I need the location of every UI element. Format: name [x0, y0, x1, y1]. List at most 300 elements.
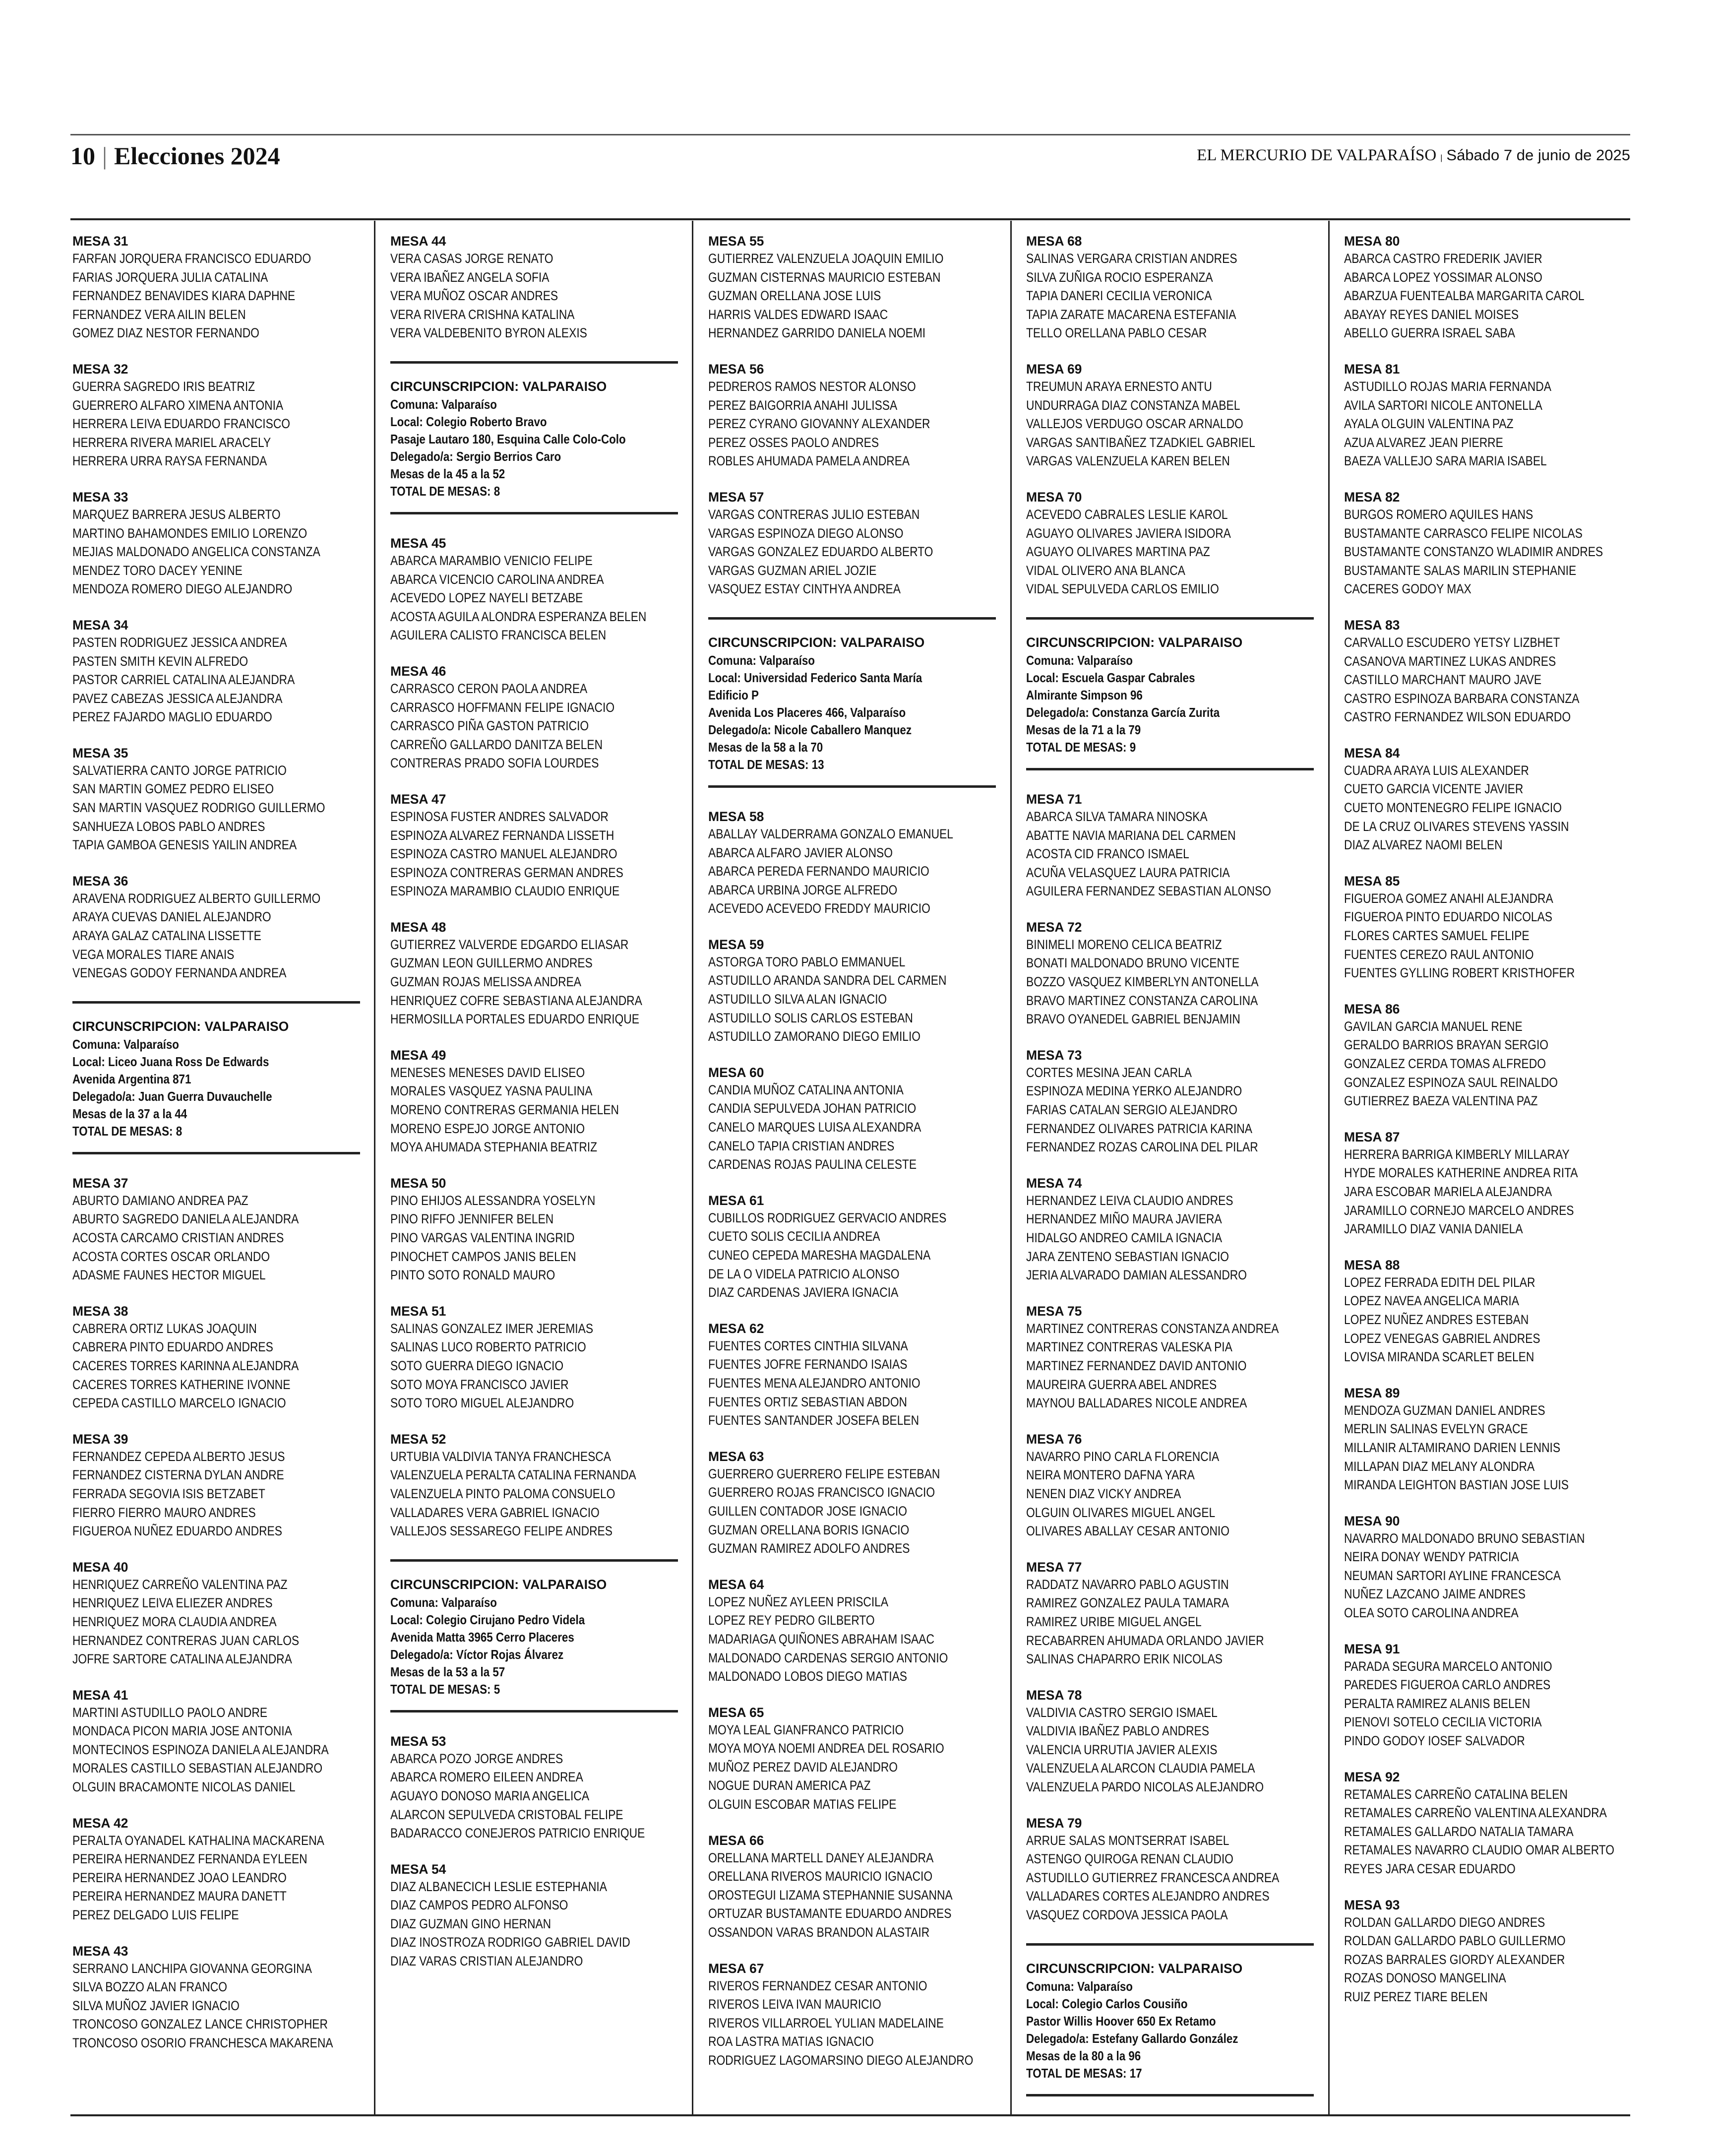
member-name: RETAMALES CARREÑO VALENTINA ALEXANDRA — [1344, 1805, 1607, 1821]
member-name: ASTUDILLO ZAMORANO DIEGO EMILIO — [708, 1029, 921, 1044]
member-name: HIDALGO ANDREO CAMILA IGNACIA — [1026, 1230, 1223, 1245]
mesa-block — [72, 1175, 360, 1285]
mesa-title: MESA 82 — [1344, 489, 1400, 505]
member-name: VALLEJOS SESSAREGO FELIPE ANDRES — [390, 1523, 613, 1539]
member-name: ASTUDILLO ARANDA SANDRA DEL CARMEN — [708, 973, 947, 988]
member-name: AGUILERA CALISTO FRANCISCA BELEN — [390, 628, 607, 643]
member-name: ABARCA LOPEZ YOSSIMAR ALONSO — [1344, 269, 1542, 285]
mesa-block — [1344, 1129, 1632, 1239]
member-name: ESPINOZA CONTRERAS GERMAN ANDRES — [390, 865, 623, 880]
circunscripcion-title: CIRCUNSCRIPCION: VALPARAISO — [1026, 634, 1243, 650]
mesa-title: MESA 35 — [72, 745, 128, 761]
member-name: FUENTES CORTES CINTHIA SILVANA — [708, 1338, 908, 1353]
member-name: MOYA AHUMADA STEPHANIA BEATRIZ — [390, 1140, 598, 1155]
header-separator: | — [102, 142, 108, 170]
member-name: HERRERA RIVERA MARIEL ARACELY — [72, 435, 271, 450]
mesa-title: MESA 53 — [390, 1733, 446, 1749]
member-name: FUENTES SANTANDER JOSEFA BELEN — [708, 1413, 920, 1428]
venue-info-line: Local: Escuela Gaspar Cabrales — [1026, 670, 1195, 685]
member-name: TRONCOSO OSORIO FRANCHESCA MAKARENA — [72, 2035, 333, 2050]
mesa-block — [72, 1815, 360, 1925]
member-name: CEPEDA CASTILLO MARCELO IGNACIO — [72, 1395, 286, 1411]
circunscripcion-title: CIRCUNSCRIPCION: VALPARAISO — [1026, 1961, 1243, 1976]
mesa-title: MESA 49 — [390, 1047, 446, 1063]
member-name: MARTINEZ CONTRERAS VALESKA PIA — [1026, 1339, 1232, 1355]
member-name: PINOCHET CAMPOS JANIS BELEN — [390, 1249, 576, 1264]
member-name: NEIRA MONTERO DAFNA YARA — [1026, 1467, 1195, 1483]
member-name: GUZMAN ORELLANA BORIS IGNACIO — [708, 1522, 910, 1537]
venue-info-line: Mesas de la 53 a la 57 — [390, 1664, 505, 1679]
member-name: MARTINEZ FERNANDEZ DAVID ANTONIO — [1026, 1358, 1247, 1373]
member-name: ABAYAY REYES DANIEL MOISES — [1344, 307, 1519, 322]
member-name: ABELLO GUERRA ISRAEL SABA — [1344, 325, 1515, 341]
mesa-block — [72, 1431, 360, 1541]
member-name: ROLDAN GALLARDO DIEGO ANDRES — [1344, 1914, 1545, 1930]
venue-info-line: Comuna: Valparaíso — [1026, 652, 1133, 668]
mesa-title: MESA 81 — [1344, 361, 1400, 377]
mesa-block — [390, 1303, 678, 1413]
mesa-title: MESA 78 — [1026, 1687, 1082, 1703]
venue-info-box — [708, 617, 996, 788]
member-name: VERA IBAÑEZ ANGELA SOFIA — [390, 269, 550, 285]
mesa-block — [1026, 1175, 1314, 1285]
page-number: 10 — [70, 142, 95, 170]
member-name: ASTORGA TORO PABLO EMMANUEL — [708, 954, 906, 969]
member-name: PINDO GODOY IOSEF SALVADOR — [1344, 1733, 1525, 1749]
member-name: CUETO GARCIA VICENTE JAVIER — [1344, 781, 1524, 797]
member-name: FUENTES GYLLING ROBERT KRISTHOFER — [1344, 965, 1575, 981]
member-name: CARVALLO ESCUDERO YETSY LIZBHET — [1344, 634, 1560, 650]
venue-info-line: Delegado/a: Víctor Rojas Álvarez — [390, 1647, 564, 1662]
mesa-block — [390, 1733, 678, 1843]
mesa-block — [390, 1047, 678, 1157]
member-name: GERALDO BARRIOS BRAYAN SERGIO — [1344, 1037, 1549, 1053]
member-name: CARRASCO HOFFMANN FELIPE IGNACIO — [390, 699, 615, 715]
venue-info-line: Mesas de la 45 a la 52 — [390, 466, 505, 481]
member-name: HERRERA BARRIGA KIMBERLY MILLARAY — [1344, 1146, 1570, 1162]
member-name: ROA LASTRA MATIAS IGNACIO — [708, 2034, 874, 2049]
member-name: CONTRERAS PRADO SOFIA LOURDES — [390, 756, 599, 771]
member-name: ESPINOZA CASTRO MANUEL ALEJANDRO — [390, 846, 617, 862]
member-name: PASTEN RODRIGUEZ JESSICA ANDREA — [72, 634, 287, 650]
member-name: DIAZ CARDENAS JAVIERA IGNACIA — [708, 1285, 899, 1300]
member-name: DIAZ VARAS CRISTIAN ALEJANDRO — [390, 1954, 583, 1969]
member-name: AZUA ALVAREZ JEAN PIERRE — [1344, 435, 1503, 450]
venue-info-line: Local: Universidad Federico Santa María — [708, 670, 922, 685]
member-name: NEUMAN SARTORI AYLINE FRANCESCA — [1344, 1568, 1561, 1583]
member-name: VARGAS GUZMAN ARIEL JOZIE — [708, 563, 877, 578]
member-name: GUZMAN ROJAS MELISSA ANDREA — [390, 974, 581, 990]
member-name: ADASME FAUNES HECTOR MIGUEL — [72, 1268, 266, 1283]
member-name: VARGAS VALENZUELA KAREN BELEN — [1026, 453, 1230, 469]
mesa-block — [72, 1559, 360, 1669]
member-name: PARADA SEGURA MARCELO ANTONIO — [1344, 1658, 1552, 1674]
mesa-title: MESA 68 — [1026, 234, 1082, 249]
mesa-block — [390, 919, 678, 1029]
member-name: MORENO CONTRERAS GERMANIA HELEN — [390, 1102, 619, 1118]
column-divider — [1010, 221, 1012, 2114]
mesa-title: MESA 65 — [708, 1705, 764, 1720]
mesa-title: MESA 91 — [1344, 1641, 1400, 1656]
member-name: CACERES TORRES KARINNA ALEJANDRA — [72, 1358, 299, 1373]
venue-info-line: Delegado/a: Constanza García Zurita — [1026, 704, 1220, 720]
member-name: ESPINOZA MEDINA YERKO ALEJANDRO — [1026, 1083, 1242, 1099]
venue-info-line: Delegado/a: Juan Guerra Duvauchelle — [72, 1088, 272, 1104]
mesa-title: MESA 59 — [708, 937, 764, 952]
venue-info-line: TOTAL DE MESAS: 17 — [1026, 2065, 1142, 2081]
mesa-title: MESA 36 — [72, 873, 128, 888]
mesa-block — [708, 1833, 996, 1942]
mesa-title: MESA 33 — [72, 489, 128, 505]
mesa-title: MESA 77 — [1026, 1559, 1082, 1575]
mesa-block — [1026, 791, 1314, 901]
member-name: CABRERA PINTO EDUARDO ANDRES — [72, 1339, 273, 1355]
mesa-block — [1026, 919, 1314, 1029]
member-name: SILVA ZUÑIGA ROCIO ESPERANZA — [1026, 269, 1213, 285]
member-name: ABARZUA FUENTEALBA MARGARITA CAROL — [1344, 288, 1585, 304]
venue-info-line: Comuna: Valparaíso — [390, 396, 497, 412]
member-name: VERA MUÑOZ OSCAR ANDRES — [390, 288, 558, 304]
venue-info-line: Delegado/a: Estefany Gallardo González — [1026, 2030, 1238, 2046]
circunscripcion-title: CIRCUNSCRIPCION: VALPARAISO — [708, 634, 925, 650]
member-name: TREUMUN ARAYA ERNESTO ANTU — [1026, 379, 1212, 394]
venue-info-line: Comuna: Valparaíso — [1026, 1978, 1133, 1994]
member-name: ACOSTA AGUILA ALONDRA ESPERANZA BELEN — [390, 609, 647, 624]
member-name: FARIAS CATALAN SERGIO ALEJANDRO — [1026, 1102, 1237, 1118]
member-name: BUSTAMANTE SALAS MARILIN STEPHANIE — [1344, 563, 1577, 578]
member-name: CUNEO CEPEDA MARESHA MAGDALENA — [708, 1248, 931, 1263]
member-name: FIGUEROA GOMEZ ANAHI ALEJANDRA — [1344, 890, 1553, 906]
member-name: CANDIA MUÑOZ CATALINA ANTONIA — [708, 1082, 904, 1097]
member-name: FERNANDEZ OLIVARES PATRICIA KARINA — [1026, 1121, 1252, 1136]
member-name: ROZAS BARRALES GIORDY ALEXANDER — [1344, 1952, 1565, 1967]
member-name: ABARCA POZO JORGE ANDRES — [390, 1751, 563, 1766]
venue-info-line: TOTAL DE MESAS: 8 — [390, 483, 500, 499]
member-name: MALDONADO LOBOS DIEGO MATIAS — [708, 1669, 908, 1684]
venue-info-line: Local: Colegio Cirujano Pedro Videla — [390, 1612, 585, 1627]
mesa-title: MESA 73 — [1026, 1047, 1082, 1063]
member-name: PEREIRA HERNANDEZ JOAO LEANDRO — [72, 1870, 287, 1885]
section-title: Elecciones 2024 — [114, 142, 280, 170]
member-name: AGUAYO OLIVARES JAVIERA ISIDORA — [1026, 525, 1231, 541]
mesa-title: MESA 37 — [72, 1175, 128, 1191]
member-name: VALDIVIA CASTRO SERGIO ISMAEL — [1026, 1705, 1218, 1720]
member-name: VENEGAS GODOY FERNANDA ANDREA — [72, 965, 287, 981]
member-name: TAPIA ZARATE MACARENA ESTEFANIA — [1026, 307, 1236, 322]
mesa-block — [1026, 1303, 1314, 1413]
mesa-title: MESA 89 — [1344, 1385, 1400, 1400]
member-name: CABRERA ORTIZ LUKAS JOAQUIN — [72, 1321, 257, 1336]
member-name: VASQUEZ CORDOVA JESSICA PAOLA — [1026, 1907, 1228, 1923]
mesa-block — [390, 1175, 678, 1285]
mesa-block — [1026, 1431, 1314, 1541]
member-name: ABURTO SAGREDO DANIELA ALEJANDRA — [72, 1211, 299, 1227]
member-name: RIVEROS VILLARROEL YULIAN MADELAINE — [708, 2015, 944, 2030]
member-name: ABATTE NAVIA MARIANA DEL CARMEN — [1026, 827, 1236, 843]
mesa-block — [1026, 1559, 1314, 1669]
column-divider — [374, 221, 375, 2114]
member-name: MENESES MENESES DAVID ELISEO — [390, 1065, 585, 1080]
member-name: FERNANDEZ CISTERNA DYLAN ANDRE — [72, 1467, 284, 1483]
member-name: LOPEZ NAVEA ANGELICA MARIA — [1344, 1293, 1519, 1309]
mesa-block — [1344, 1001, 1632, 1111]
member-name: PAVEZ CABEZAS JESSICA ALEJANDRA — [72, 691, 283, 706]
member-name: ABALLAY VALDERRAMA GONZALO EMANUEL — [708, 826, 953, 841]
mesa-title: MESA 86 — [1344, 1001, 1400, 1016]
mesa-block — [1344, 489, 1632, 599]
mesa-block — [72, 1687, 360, 1797]
member-name: SOTO MOYA FRANCISCO JAVIER — [390, 1377, 569, 1392]
member-name: MORALES CASTILLO SEBASTIAN ALEJANDRO — [72, 1761, 323, 1776]
member-name: DIAZ INOSTROZA RODRIGO GABRIEL DAVID — [390, 1935, 630, 1950]
column-5 — [1344, 233, 1632, 2113]
mesa-block — [390, 233, 678, 343]
member-name: ACEVEDO CABRALES LESLIE KAROL — [1026, 507, 1228, 522]
member-name: ARAVENA RODRIGUEZ ALBERTO GUILLERMO — [72, 890, 321, 906]
member-name: ABURTO DAMIANO ANDREA PAZ — [72, 1193, 248, 1208]
member-name: PEDREROS RAMOS NESTOR ALONSO — [708, 379, 916, 394]
member-name: NENEN DIAZ VICKY ANDREA — [1026, 1486, 1181, 1501]
member-name: AGUAYO DONOSO MARIA ANGELICA — [390, 1788, 590, 1803]
mesa-title: MESA 43 — [72, 1943, 128, 1959]
member-name: PEREZ FAJARDO MAGLIO EDUARDO — [72, 709, 272, 725]
mesa-title: MESA 56 — [708, 361, 764, 377]
venue-info-line: TOTAL DE MESAS: 13 — [708, 757, 824, 772]
member-name: GUILLEN CONTADOR JOSE IGNACIO — [708, 1503, 908, 1519]
venue-info-box — [390, 361, 678, 514]
mesa-title: MESA 74 — [1026, 1175, 1082, 1191]
member-name: FUENTES JOFRE FERNANDO ISAIAS — [708, 1357, 908, 1372]
venue-info-box — [390, 1559, 678, 1712]
masthead-info — [1197, 146, 1630, 165]
member-name: FLORES CARTES SAMUEL FELIPE — [1344, 928, 1530, 944]
member-name: HYDE MORALES KATHERINE ANDREA RITA — [1344, 1165, 1578, 1181]
mesa-block — [708, 1449, 996, 1558]
member-name: SANHUEZA LOBOS PABLO ANDRES — [72, 819, 265, 834]
mesa-block — [72, 233, 360, 343]
venue-info-line: Local: Liceo Juana Ross De Edwards — [72, 1054, 269, 1069]
venue-info-line: Delegado/a: Nicole Caballero Manquez — [708, 722, 912, 737]
member-name: CARREÑO GALLARDO DANITZA BELEN — [390, 737, 603, 752]
member-name: JARAMILLO DIAZ VANIA DANIELA — [1344, 1221, 1523, 1237]
mesa-title: MESA 79 — [1026, 1815, 1082, 1831]
member-name: PEREZ OSSES PAOLO ANDRES — [708, 435, 879, 450]
member-name: VARGAS CONTRERAS JULIO ESTEBAN — [708, 507, 920, 522]
member-name: JERIA ALVARADO DAMIAN ALESSANDRO — [1026, 1268, 1247, 1283]
venue-info-box — [72, 1001, 360, 1154]
member-name: ASTENGO QUIROGA RENAN CLAUDIO — [1026, 1851, 1233, 1867]
member-name: CARDENAS ROJAS PAULINA CELESTE — [708, 1157, 917, 1172]
venue-info-line: Delegado/a: Sergio Berrios Caro — [390, 448, 561, 464]
member-name: ROLDAN GALLARDO PABLO GUILLERMO — [1344, 1933, 1566, 1949]
mesa-title: MESA 45 — [390, 535, 446, 551]
member-name: SERRANO LANCHIPA GIOVANNA GEORGINA — [72, 1961, 312, 1976]
mesa-title: MESA 75 — [1026, 1303, 1082, 1319]
member-name: CACERES TORRES KATHERINE IVONNE — [72, 1377, 291, 1392]
member-name: VASQUEZ ESTAY CINTHYA ANDREA — [708, 581, 901, 597]
member-name: MOYA LEAL GIANFRANCO PATRICIO — [708, 1722, 904, 1737]
mesa-block — [708, 1705, 996, 1814]
circunscripcion-title: CIRCUNSCRIPCION: VALPARAISO — [390, 379, 607, 394]
member-name: VARGAS SANTIBAÑEZ TZADKIEL GABRIEL — [1026, 435, 1255, 450]
member-name: BONATI MALDONADO BRUNO VICENTE — [1026, 955, 1240, 971]
member-name: VALENZUELA ALARCON CLAUDIA PAMELA — [1026, 1761, 1255, 1776]
member-name: SALINAS VERGARA CRISTIAN ANDRES — [1026, 251, 1237, 266]
mesa-block — [708, 809, 996, 918]
member-name: RIVEROS FERNANDEZ CESAR ANTONIO — [708, 1978, 927, 1993]
member-name: BINIMELI MORENO CELICA BEATRIZ — [1026, 937, 1222, 952]
member-name: BRAVO MARTINEZ CONSTANZA CAROLINA — [1026, 993, 1258, 1008]
mesa-title: MESA 72 — [1026, 919, 1082, 935]
mesa-block — [1026, 233, 1314, 343]
member-name: LOPEZ VENEGAS GABRIEL ANDRES — [1344, 1331, 1540, 1346]
member-name: MONTECINOS ESPINOZA DANIELA ALEJANDRA — [72, 1742, 329, 1757]
mesa-block — [1026, 1815, 1314, 1925]
venue-info-line: Mesas de la 71 a la 79 — [1026, 722, 1141, 737]
mesa-block — [1026, 1687, 1314, 1797]
venue-info-line: TOTAL DE MESAS: 9 — [1026, 739, 1136, 755]
member-name: UNDURRAGA DIAZ CONSTANZA MABEL — [1026, 397, 1240, 413]
member-name: MORALES VASQUEZ YASNA PAULINA — [390, 1083, 593, 1099]
mesa-title: MESA 54 — [390, 1861, 446, 1877]
member-name: VIDAL SEPULVEDA CARLOS EMILIO — [1026, 581, 1219, 597]
member-name: OLGUIN OLIVARES MIGUEL ANGEL — [1026, 1505, 1216, 1520]
mesa-title: MESA 90 — [1344, 1513, 1400, 1528]
member-name: VALLADARES VERA GABRIEL IGNACIO — [390, 1505, 600, 1520]
member-name: SOTO TORO MIGUEL ALEJANDRO — [390, 1395, 574, 1411]
member-name: DIAZ GUZMAN GINO HERNAN — [390, 1916, 552, 1931]
member-name: RADDATZ NAVARRO PABLO AGUSTIN — [1026, 1577, 1229, 1592]
member-name: OLGUIN BRACAMONTE NICOLAS DANIEL — [72, 1779, 296, 1795]
column-2 — [390, 233, 678, 2113]
member-name: MARTINEZ CONTRERAS CONSTANZA ANDREA — [1026, 1321, 1279, 1336]
mesa-block — [72, 873, 360, 983]
member-name: OROSTEGUI LIZAMA STEPHANNIE SUSANNA — [708, 1887, 953, 1902]
mesa-block — [1344, 1897, 1632, 2007]
member-name: ABARCA SILVA TAMARA NINOSKA — [1026, 809, 1208, 824]
member-name: PASTEN SMITH KEVIN ALFREDO — [72, 653, 248, 669]
member-name: NAVARRO PINO CARLA FLORENCIA — [1026, 1449, 1220, 1464]
member-name: HERRERA URRA RAYSA FERNANDA — [72, 453, 267, 469]
member-name: CUETO SOLIS CECILIA ANDREA — [708, 1229, 880, 1244]
venue-info-line: TOTAL DE MESAS: 5 — [390, 1681, 500, 1697]
member-name: AVILA SARTORI NICOLE ANTONELLA — [1344, 397, 1542, 413]
mesa-block — [708, 361, 996, 471]
column-divider — [692, 221, 693, 2114]
member-name: LOVISA MIRANDA SCARLET BELEN — [1344, 1349, 1534, 1365]
member-name: DE LA CRUZ OLIVARES STEVENS YASSIN — [1344, 819, 1569, 834]
venue-info-line: TOTAL DE MESAS: 8 — [72, 1123, 183, 1139]
venue-info-line: Local: Colegio Carlos Cousiño — [1026, 1996, 1188, 2011]
member-name: MEJIAS MALDONADO ANGELICA CONSTANZA — [72, 544, 320, 560]
mesa-block — [708, 1065, 996, 1174]
member-name: LOPEZ NUÑEZ AYLEEN PRISCILA — [708, 1594, 889, 1609]
mesa-block — [390, 1431, 678, 1541]
mesa-title: MESA 60 — [708, 1065, 764, 1080]
member-name: HERNANDEZ MIÑO MAURA JAVIERA — [1026, 1211, 1222, 1227]
column-1 — [72, 233, 360, 2113]
mesa-title: MESA 40 — [72, 1559, 128, 1575]
mesa-title: MESA 55 — [708, 234, 764, 249]
member-name: VERA VALDEBENITO BYRON ALEXIS — [390, 325, 587, 341]
member-name: PERALTA OYANADEL KATHALINA MACKARENA — [72, 1833, 324, 1848]
mesa-block — [72, 1943, 360, 2053]
member-name: RAMIREZ GONZALEZ PAULA TAMARA — [1026, 1595, 1229, 1611]
member-name: HERNANDEZ LEIVA CLAUDIO ANDRES — [1026, 1193, 1233, 1208]
member-name: HERNANDEZ CONTRERAS JUAN CARLOS — [72, 1633, 300, 1648]
member-name: LOPEZ FERRADA EDITH DEL PILAR — [1344, 1274, 1535, 1290]
member-name: ACUÑA VELASQUEZ LAURA PATRICIA — [1026, 865, 1230, 880]
mesa-block — [72, 617, 360, 727]
mesa-block — [1344, 617, 1632, 727]
member-name: CORTES MESINA JEAN CARLA — [1026, 1065, 1192, 1080]
mesa-title: MESA 92 — [1344, 1769, 1400, 1784]
member-name: ABARCA MARAMBIO VENICIO FELIPE — [390, 553, 593, 568]
member-name: VARGAS ESPINOZA DIEGO ALONSO — [708, 525, 904, 541]
venue-info-line: Mesas de la 37 a la 44 — [72, 1106, 187, 1121]
member-name: ASTUDILLO SOLIS CARLOS ESTEBAN — [708, 1010, 913, 1025]
mesa-title: MESA 44 — [390, 234, 446, 249]
member-name: ESPINOSA FUSTER ANDRES SALVADOR — [390, 809, 609, 824]
member-name: MAYNOU BALLADARES NICOLE ANDREA — [1026, 1395, 1247, 1411]
member-name: TAPIA GAMBOA GENESIS YAILIN ANDREA — [72, 837, 297, 853]
member-name: GOMEZ DIAZ NESTOR FERNANDO — [72, 325, 259, 341]
member-name: SOTO GUERRA DIEGO IGNACIO — [390, 1358, 564, 1373]
member-name: MIRANDA LEIGHTON BASTIAN JOSE LUIS — [1344, 1477, 1569, 1493]
member-name: ABARCA PEREDA FERNANDO MAURICIO — [708, 864, 929, 879]
member-name: GUERRERO ROJAS FRANCISCO IGNACIO — [708, 1485, 935, 1500]
member-name: CUETO MONTENEGRO FELIPE IGNACIO — [1344, 800, 1562, 816]
member-name: ARRUE SALAS MONTSERRAT ISABEL — [1026, 1833, 1229, 1848]
member-name: TELLO ORELLANA PABLO CESAR — [1026, 325, 1207, 341]
member-name: CACERES GODOY MAX — [1344, 581, 1472, 597]
mesa-block — [1026, 361, 1314, 471]
member-name: BRAVO OYANEDEL GABRIEL BENJAMIN — [1026, 1012, 1240, 1027]
mesa-block — [1344, 1641, 1632, 1751]
member-name: NEIRA DONAY WENDY PATRICIA — [1344, 1549, 1519, 1565]
mesa-block — [1344, 1257, 1632, 1367]
member-name: GUZMAN CISTERNAS MAURICIO ESTEBAN — [708, 269, 941, 285]
member-name: GUZMAN LEON GUILLERMO ANDRES — [390, 955, 593, 971]
venue-info-line: Pasaje Lautaro 180, Esquina Calle Colo-Colo — [390, 431, 626, 446]
mesa-block — [1344, 233, 1632, 343]
mesa-block — [1344, 1385, 1632, 1495]
member-name: AGUILERA FERNANDEZ SEBASTIAN ALONSO — [1026, 884, 1271, 899]
member-name: SALINAS LUCO ROBERTO PATRICIO — [390, 1339, 586, 1355]
member-name: ASTUDILLO ROJAS MARIA FERNANDA — [1344, 379, 1551, 394]
mesa-title: MESA 51 — [390, 1303, 446, 1319]
member-name: URTUBIA VALDIVIA TANYA FRANCHESCA — [390, 1449, 611, 1464]
member-name: JARA ESCOBAR MARIELA ALEJANDRA — [1344, 1184, 1552, 1199]
member-name: FERNANDEZ CEPEDA ALBERTO JESUS — [72, 1449, 285, 1464]
mesa-title: MESA 32 — [72, 361, 128, 377]
member-name: PINO VARGAS VALENTINA INGRID — [390, 1230, 575, 1245]
member-name: ACOSTA CORTES OSCAR ORLANDO — [72, 1249, 270, 1264]
venue-info-line: Pastor Willis Hoover 650 Ex Retamo — [1026, 2013, 1216, 2029]
member-name: NAVARRO MALDONADO BRUNO SEBASTIAN — [1344, 1530, 1585, 1546]
member-name: FUENTES MENA ALEJANDRO ANTONIO — [708, 1375, 920, 1391]
member-name: VEGA MORALES TIARE ANAIS — [72, 947, 235, 962]
member-name: MOYA MOYA NOEMI ANDREA DEL ROSARIO — [708, 1741, 944, 1756]
member-name: CANDIA SEPULVEDA JOHAN PATRICIO — [708, 1101, 917, 1116]
member-name: GUERRERO ALFARO XIMENA ANTONIA — [72, 397, 284, 413]
section-heading — [70, 141, 280, 170]
member-name: ESPINOZA MARAMBIO CLAUDIO ENRIQUE — [390, 884, 620, 899]
member-name: FERNANDEZ VERA AILIN BELEN — [72, 307, 246, 322]
mesa-block — [708, 937, 996, 1046]
mesa-title: MESA 48 — [390, 919, 446, 935]
member-name: GUZMAN RAMIREZ ADOLFO ANDRES — [708, 1541, 910, 1556]
